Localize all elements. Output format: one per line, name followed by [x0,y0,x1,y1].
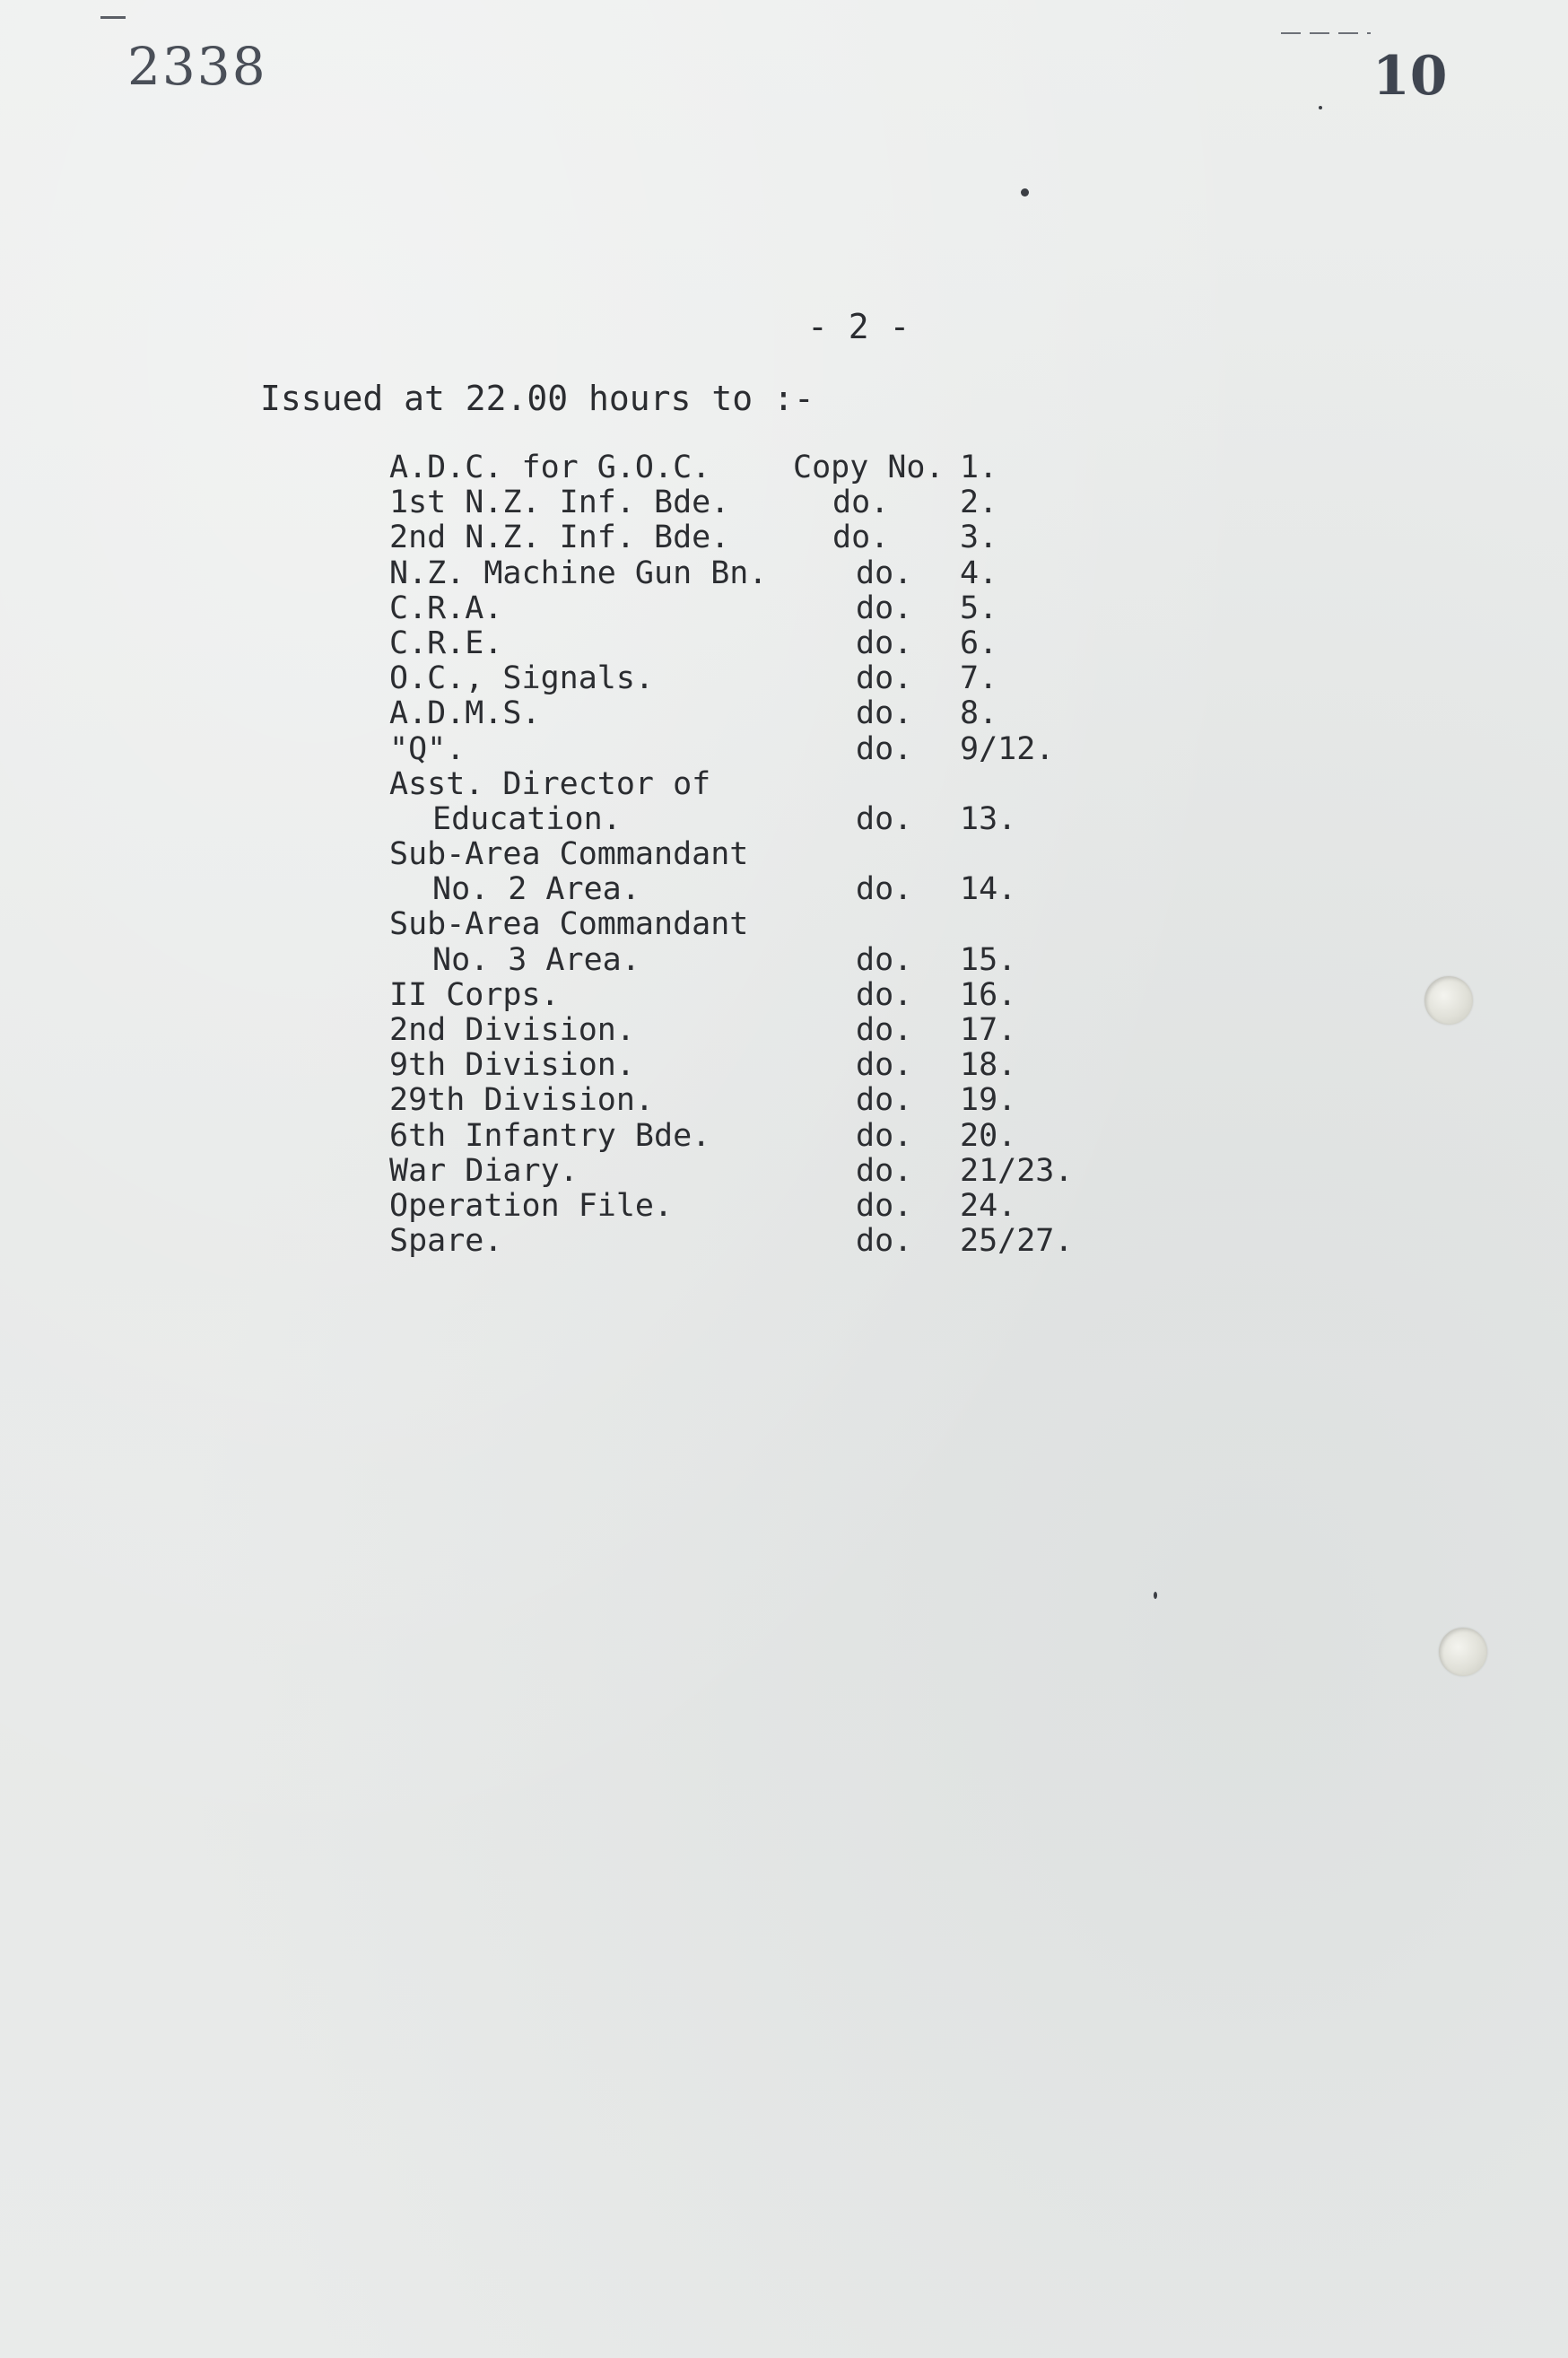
copy-number: 13. [960,800,1017,837]
recipient: 2nd N.Z. Inf. Bde. [389,520,730,556]
distribution-row [389,907,1197,942]
recipient: No. 3 Area. [432,941,640,978]
copy-number: 2. [960,485,998,521]
ink-mark [100,16,126,19]
copy-reference: do. [856,624,913,661]
distribution-row [389,837,1197,872]
copy-number: 8. [960,695,998,732]
copy-number: 17. [960,1012,1017,1048]
copy-number: 24. [960,1187,1017,1224]
page-marker: - 2 - [807,307,910,346]
ink-dot [1319,106,1322,109]
distribution-row [389,556,1197,591]
recipient: 6th Infantry Bde. [389,1117,711,1154]
distribution-row [389,1224,1197,1259]
copy-reference: do. [856,1223,913,1260]
copy-reference: do. [832,520,890,556]
ink-dot [1021,188,1029,196]
copy-reference: do. [856,1187,913,1224]
copy-reference: do. [856,1047,913,1084]
recipient: No. 2 Area. [432,871,640,908]
copy-number: 9/12. [960,730,1055,767]
recipient: O.C., Signals. [389,660,655,697]
distribution-row [389,520,1197,555]
distribution-row [389,696,1197,731]
recipient: Operation File. [389,1187,674,1224]
recipient: War Diary. [389,1152,579,1189]
copy-reference: do. [856,695,913,732]
folio-number: 10 [1372,45,1448,108]
copy-number: 7. [960,660,998,697]
punch-hole [1439,1628,1487,1676]
distribution-row [389,1083,1197,1118]
copy-number: 1. [960,450,998,485]
copy-number: 20. [960,1117,1017,1154]
copy-reference: do. [856,1117,913,1154]
copy-reference: do. [856,800,913,837]
copy-reference: do. [856,660,913,697]
ink-mark [1281,32,1371,34]
copy-number: 19. [960,1082,1017,1119]
recipient: Asst. Director of [389,765,711,802]
copy-number: 6. [960,624,998,661]
copy-reference: do. [856,941,913,978]
distribution-row [389,591,1197,626]
recipient: N.Z. Machine Gun Bn. [389,555,768,591]
recipient: C.R.E. [389,624,503,661]
recipient: Spare. [389,1223,503,1260]
distribution-list [389,450,1197,1259]
copy-number: 16. [960,976,1017,1013]
recipient: C.R.A. [389,590,503,626]
issued-line: Issued at 22.00 hours to :- [260,379,814,418]
stamp-number: 2338 [127,36,267,97]
recipient: 2nd Division. [389,1012,635,1048]
distribution-row [389,767,1197,802]
copy-number: 4. [960,555,998,591]
copy-number: 5. [960,590,998,626]
copy-reference: do. [856,555,913,591]
copy-reference: Copy No. [793,450,945,485]
copy-reference: do. [856,1152,913,1189]
recipient: 1st N.Z. Inf. Bde. [389,485,730,521]
distribution-row [389,626,1197,661]
distribution-row [389,978,1197,1013]
copy-reference: do. [832,485,890,521]
recipient: 9th Division. [389,1047,635,1084]
copy-number: 18. [960,1047,1017,1084]
distribution-row [389,1119,1197,1154]
copy-reference: do. [856,730,913,767]
distribution-row [389,1189,1197,1224]
distribution-row [389,943,1197,978]
copy-reference: do. [856,590,913,626]
copy-number: 14. [960,871,1017,908]
recipient: 29th Division. [389,1082,655,1119]
punch-hole [1424,976,1473,1025]
distribution-row [389,1048,1197,1083]
recipient: Education. [432,800,622,837]
copy-reference: do. [856,1082,913,1119]
distribution-row [389,802,1197,837]
recipient: A.D.M.S. [389,695,541,732]
copy-reference: do. [856,871,913,908]
copy-number: 3. [960,520,998,556]
distribution-row [389,1154,1197,1189]
copy-number: 15. [960,941,1017,978]
recipient: II Corps. [389,976,560,1013]
distribution-row [389,661,1197,696]
recipient: Sub-Area Commandant [389,836,749,873]
distribution-row [389,732,1197,767]
copy-reference: do. [856,1012,913,1048]
recipient: Sub-Area Commandant [389,906,749,943]
distribution-row [389,1013,1197,1048]
distribution-row [389,872,1197,907]
recipient: A.D.C. for G.O.C. [389,450,711,485]
distribution-row [389,485,1197,520]
copy-number: 21/23. [960,1152,1074,1189]
copy-number: 25/27. [960,1223,1074,1260]
distribution-row [389,450,1197,485]
copy-reference: do. [856,976,913,1013]
recipient: "Q". [389,730,466,767]
ink-dot [1154,1592,1157,1599]
